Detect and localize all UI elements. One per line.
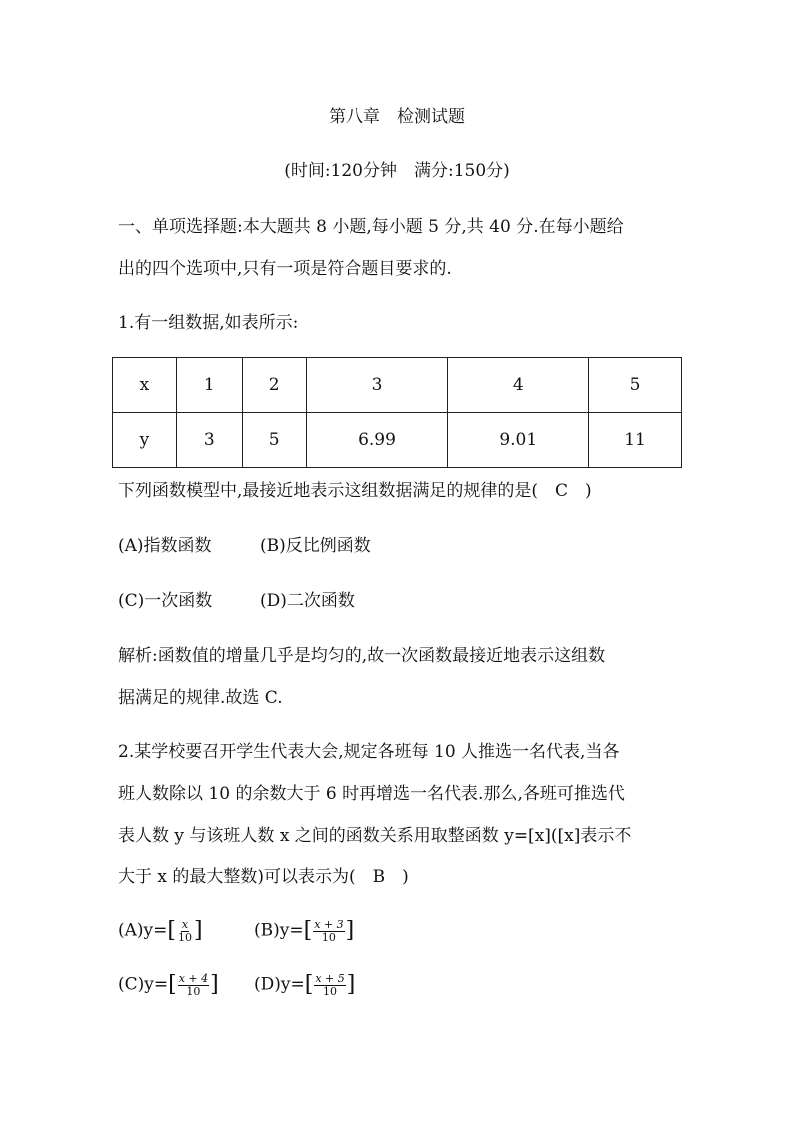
option-d: (D)二次函数 bbox=[260, 591, 355, 611]
right-bracket: ] bbox=[345, 918, 355, 944]
formula-option-label: (D)y= bbox=[254, 974, 305, 995]
option-a: (A)指数函数 bbox=[118, 536, 212, 556]
table-cell: 3 bbox=[176, 413, 242, 468]
page-title: 第八章 检测试题 bbox=[329, 107, 465, 127]
right-bracket: ] bbox=[210, 972, 219, 998]
question-2-line-1: 2.某学校要召开学生代表大会,规定各班每 10 人推选一名代表,当各 bbox=[118, 742, 620, 762]
fraction bbox=[177, 919, 193, 943]
section-instruction-line-1: 一、单项选择题:本大题共 8 小题,每小题 5 分,共 40 分.在每小题给 bbox=[118, 217, 624, 237]
formula-option-c bbox=[118, 973, 219, 997]
table-cell: 6.99 bbox=[306, 413, 448, 468]
fraction-denominator: 10 bbox=[186, 984, 201, 998]
formula-option-d bbox=[254, 973, 355, 997]
table-cell: 5 bbox=[589, 358, 682, 413]
table-cell: x bbox=[113, 358, 177, 413]
left-bracket: [ bbox=[303, 918, 313, 944]
question-2-line-4: 大于 x 的最大整数)可以表示为( B ) bbox=[118, 867, 409, 887]
question-2-line-2: 班人数除以 10 的余数大于 6 时再增选一名代表.那么,各班可推选代 bbox=[118, 784, 625, 804]
question-2-line-3: 表人数 y 与该班人数 x 之间的函数关系用取整函数 y=[x]([x]表示不 bbox=[118, 826, 632, 846]
exam-subtitle: (时间:120分钟 满分:150分) bbox=[284, 161, 510, 181]
formula-option-label: (A)y= bbox=[118, 920, 168, 941]
fraction-numerator: x + 5 bbox=[315, 972, 345, 985]
option-c: (C)一次函数 bbox=[118, 591, 213, 611]
table-cell: 1 bbox=[176, 358, 242, 413]
fraction bbox=[314, 973, 345, 997]
fraction-denominator: 10 bbox=[323, 984, 338, 998]
fraction-denominator: 10 bbox=[321, 930, 336, 944]
table-cell: 3 bbox=[306, 358, 448, 413]
left-bracket: [ bbox=[304, 972, 314, 998]
formula-option-a bbox=[118, 919, 203, 943]
right-bracket: ] bbox=[346, 972, 356, 998]
fraction bbox=[313, 919, 344, 943]
table-cell: y bbox=[113, 413, 177, 468]
option-b: (B)反比例函数 bbox=[260, 536, 371, 556]
analysis-line-1: 解析:函数值的增量几乎是均匀的,故一次函数最接近地表示这组数 bbox=[118, 646, 606, 666]
left-bracket: [ bbox=[168, 972, 177, 998]
data-table bbox=[112, 357, 682, 468]
question-1-prompt: 下列函数模型中,最接近地表示这组数据满足的规律的是( C ) bbox=[118, 481, 592, 501]
fraction-denominator: 10 bbox=[177, 930, 192, 944]
question-1-stem: 1.有一组数据,如表所示: bbox=[118, 313, 299, 333]
table-cell: 9.01 bbox=[448, 413, 589, 468]
right-bracket: ] bbox=[193, 918, 203, 944]
table-cell: 4 bbox=[448, 358, 589, 413]
table-cell: 2 bbox=[242, 358, 306, 413]
table-row bbox=[113, 413, 682, 468]
formula-option-b bbox=[254, 919, 354, 943]
fraction-numerator: x + 3 bbox=[314, 918, 344, 931]
section-instruction-line-2: 出的四个选项中,只有一项是符合题目要求的. bbox=[118, 259, 452, 279]
table-row bbox=[113, 358, 682, 413]
analysis-line-2: 据满足的规律.故选 C. bbox=[118, 688, 283, 708]
table-cell: 5 bbox=[242, 413, 306, 468]
formula-option-label: (B)y= bbox=[254, 920, 304, 941]
left-bracket: [ bbox=[167, 918, 176, 944]
fraction-numerator: x bbox=[181, 918, 189, 931]
fraction-numerator: x + 4 bbox=[178, 972, 209, 985]
fraction bbox=[178, 973, 209, 997]
formula-option-label: (C)y= bbox=[118, 974, 169, 995]
table-cell: 11 bbox=[589, 413, 682, 468]
